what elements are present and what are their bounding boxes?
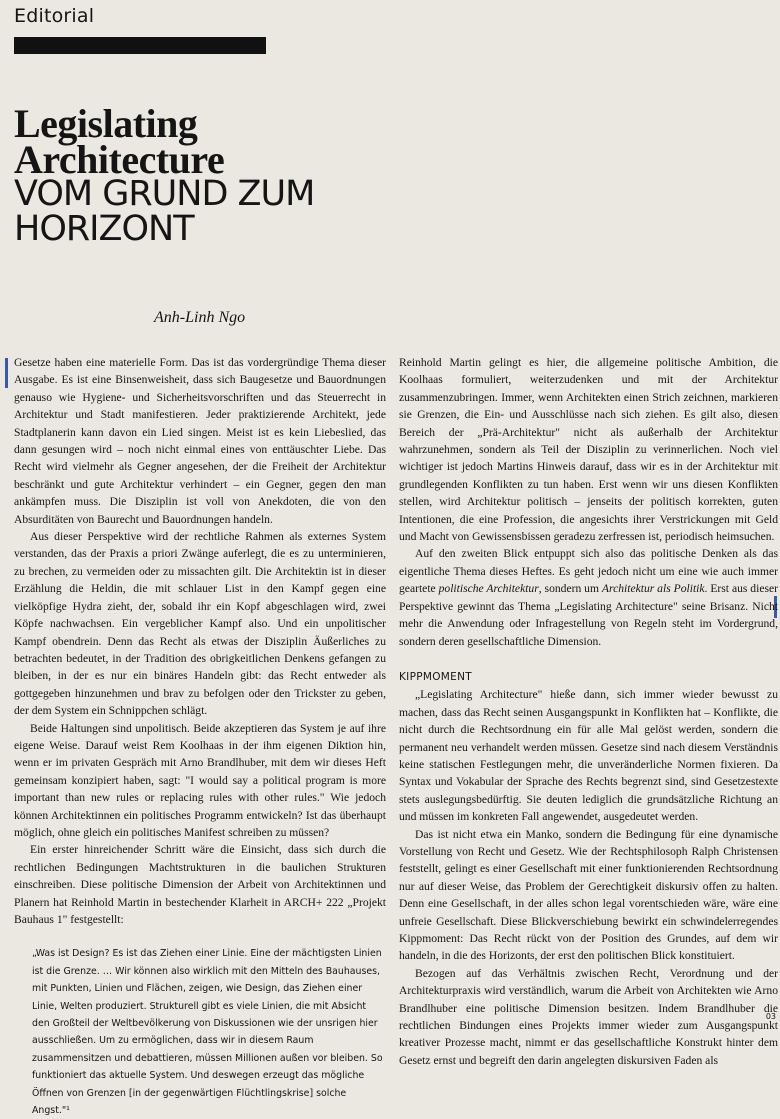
text-column-left: [14, 354, 386, 1119]
section-heading: KIPPMOMENT: [399, 670, 472, 683]
page-number: 03: [765, 1012, 776, 1021]
paragraph: Reinhold Martin gelingt es hier, die allgemeine politische Ambition, die Koolhaas formuliert, weiterzudenken und mit der Architektur zusammenzubringen. Immer, wenn Architekten einen Strich zeichnen, markieren sie Grenzen, die Ein- und Ausschlüsse nach sich ziehen. Es gilt also, diesen Bereich der „Prä-Architektur" nicht als außerhalb der Architektur wahrzunehmen, sondern als Teil der Disziplin zu verinnerlichen. Noch viel wichtiger ist jedoch Martins Hinweis darauf, dass wir es in der Architektur mit grundlegenden Konflikten zu tun haben. Erst wenn wir uns diesen Konflikten stellen, wird Architektur politisch – jenseits der politisch korrekten, guten Intentionen, die eine Profession, die angesichts ihrer Verstrickungen mit Geld und Macht von Gewissensbissen geradezu zerfressen ist, periodisch heimsuchen.: [399, 356, 778, 544]
paragraph: „Legislating Architecture" hieße dann, sich immer wieder bewusst zu machen, dass das Recht seinen Ausgangspunkt in Konflikten hat – Konflikte, die nicht durch die Rechtsordnung ein für alle Mal gelöst werden, sondern die permanent neu verhandelt werden müssen. Gesetze sind nach diesem Verständnis keine statischen Festlegungen mehr, die unveränderliche Normen fixieren. Da Syntax und Vokabular der Sprache des Rechts begrenzt sind, sind Gesetzestexte stets auslegungsbedürftig. Sie deuten lediglich die grundsätzliche Richtung an und müssen im konkreten Fall angewendet, ausgedeutet werden.: [399, 688, 778, 824]
paragraph: Ein erster hinreichender Schritt wäre die Einsicht, dass sich durch die rechtlichen Bedingungen Machtstrukturen in die baulichen Strukturen einschreiben. Diese politische Dimension der Arbeit von Architektinnen und Planern hat Reinhold Martin in bestechender Klarheit in ARCH+ 222 „Projekt Bauhaus 1" festgestellt:: [14, 843, 386, 926]
text-column-right: [399, 354, 778, 1069]
paragraph: Aus dieser Perspektive wird der rechtliche Rahmen als externes System verstanden, das der Praxis a priori Zwänge auferlegt, die es zu unterminieren, zu brechen, zu vermeiden oder zu missachten gilt. Die Architektin ist in dieser Erzählung die Heldin, die mit schlauer List in den Kampf gegen eine vielköpfige Hydra zieht, der, sobald ihr ein Kopf abgeschlagen wird, zwei Köpfe nachwachsen. Ein vergeblicher Kampf also. Und ein unpolitischer Kampf obendrein. Denn das Recht als etwas der Disziplin Äußerliches zu betrachten bedeutet, in der Tradition des obrigkeitlichen Denkens gefangen zu bleiben, in der es nur ein binäres Handeln gibt: das Recht entweder als gottgegeben hinzunehmen und brav zu befolgen oder den Trickster zu geben, der dem System ein Schnippchen schlägt.: [14, 530, 386, 718]
paragraph-text: Auf den zweiten Blick entpuppt sich also das politische Denken als das eigentliche Thema dieses Heftes. Es geht jedoch nicht um eine wie auch immer geartete: [399, 547, 778, 596]
paragraph: Das ist nicht etwa ein Manko, sondern die Bedingung für eine dynamische Vorstellung von Recht und Gesetz. Wie der Rechtsphilosoph Ralph Christensen feststellt, gelingt es einer Gesellschaft mit einer funktionierenden Rechtsordnung nur auf dieser Weise, das Problem der Gerechtigkeit diskursiv offen zu halten. Denn eine Gesellschaft, in der alles schon legal vorentschieden wäre, wäre eine unfreie Gesellschaft. Diese Blickverschiebung bewirkt ein schwindelerregendes Kippmoment: Das Recht rückt von der Position des Grundes, auf dem wir handeln, in die des Horizonts, der erst den politischen Blick konstituiert.: [399, 827, 778, 963]
margin-marker: [5, 358, 8, 388]
emphasis-text: Architektur als Politik: [601, 582, 705, 596]
section-bar: [14, 37, 266, 54]
paragraph-text: . Erst aus dieser Perspektive gewinnt das Thema „Legislating Architecture" seine Brisanz. Nicht mehr die Anwendung oder Infragestellung von Regeln steht im Vordergrund, sondern deren gesellschaftliche Dimension.: [399, 582, 778, 648]
block-quote: „Was ist Design? Es ist das Ziehen einer Linie. Eine der mächtigsten Linien ist die Grenze. … Wir können also wirklich mit den Mitteln des Bauhauses, mit Punkten, Linien und Flächen, zeigen, wie Design, das Ziehen einer Linie, Welten produziert. Strukturell gibt es viele Linien, die mit Absicht den Großteil der Weltbevölkerung von Diskussionen wie der unsrigen hier ausschließen. Um zu ermöglichen, dass wir in diesem Raum zusammensitzen und debattieren, müssen Millionen außen vor bleiben. So funktioniert das aktuelle System. Und deswegen erzeugt das mögliche Öffnen von Grenzen [in der gegenwärtigen Flüchtlingskrise] solche Angst."¹: [32, 948, 383, 1117]
emphasis-text: politische Architektur: [438, 582, 539, 596]
article-title-line-2: Architecture: [14, 137, 225, 182]
author-byline: Anh-Linh Ngo: [154, 309, 246, 326]
paragraph: Beide Haltungen sind unpolitisch. Beide akzeptieren das System je auf ihre eigene Weise. Darauf weist Rem Koolhaas in der ihm eigenen Diktion hin, wenn er im privaten Gespräch mit Arno Brandlhuber, mit dem wir dieses Heft gemeinsam konzipiert haben, sagt: "I would say a political program is more important than new rules or replacing rules with other rules." Wie jedoch können Architektinnen ein politisches Programm entwickeln? Ist das überhaupt möglich, ohne gleich ein politisches Manifest schreiben zu müssen?: [14, 721, 386, 839]
article-subtitle-line-2: HORIZONT: [14, 209, 194, 249]
paragraph-text: , sondern um: [538, 582, 602, 596]
paragraph: [399, 545, 778, 649]
article-subtitle-line-1: VOM GRUND ZUM: [14, 174, 315, 214]
section-kicker: Editorial: [14, 5, 95, 27]
paragraph: Bezogen auf das Verhältnis zwischen Recht, Verordnung und der Architekturpraxis wird verständlich, warum die Arbeit von Architekten wie Arno Brandlhuber eine politische Dimension besitzen. Indem Brandlhuber die rechtlichen Bindungen eines Projekts immer wieder zum Ausgangspunkt kreativer Prozesse macht, nimmt er das gesellschaftliche Konstrukt hinter dem Gesetz ernst und begreift den darin angelegten diskursiven Faden als: [399, 966, 778, 1067]
article-title-line-1: Legislating: [14, 101, 198, 146]
paragraph: Gesetze haben eine materielle Form. Das ist das vordergründige Thema dieser Ausgabe. Es ist eine Binsenweisheit, dass sich Baugesetze und Bauordnungen genauso wie Hygiene- und Sicherheitsvorschriften und das Steuerrecht in Architektur und Stadt manifestieren. Jeder praktizierende Architekt, jede Stadtplanerin kann davon ein Lied singen. Meist ist es kein Liebeslied, das dann gesungen wird – noch nicht einmal eines von enttäuschter Liebe. Das Recht wird vielmehr als Gegner angesehen, der die Freiheit der Architektur beschränkt und gute Architektur verhindert – ein Gegner, gegen den man ankämpfen muss. Die Disziplin ist voll von Anekdoten, die von den Absurditäten von Baurecht und Bauordnungen handeln.: [14, 356, 386, 526]
